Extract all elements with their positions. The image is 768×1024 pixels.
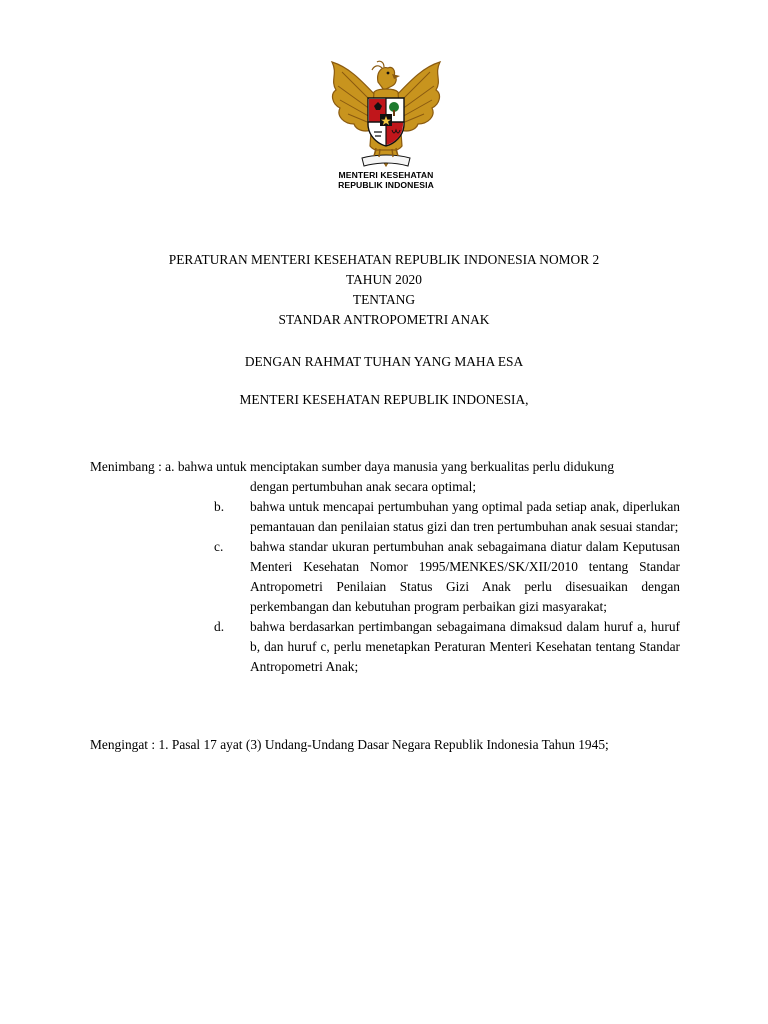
title-block xyxy=(90,250,678,410)
mengingat-section xyxy=(90,735,690,755)
menimbang-separator: : xyxy=(158,459,162,474)
emblem-caption-line2: REPUBLIK INDONESIA xyxy=(338,180,434,190)
document-subject: STANDAR ANTROPOMETRI ANAK xyxy=(278,312,490,327)
item-marker: d. xyxy=(214,619,225,634)
item-text-first: bahwa untuk menciptakan sumber daya manusia yang berkualitas perlu didukung xyxy=(177,459,615,474)
list-item xyxy=(90,537,680,617)
emblem-caption xyxy=(322,170,450,190)
item-text: bahwa standar ukuran pertumbuhan anak sebagaimana diatur dalam Keputusan Menteri Kesehatan Nomor 1995/MENKES/SK/XII/2010 tentang Standar Antropometri Penilaian Status Gizi Anak perlu disesuaikan dengan perkembangan dan kebutuhan program perbaikan gizi masyarakat; xyxy=(250,539,680,614)
emblem-caption-line1: MENTERI KESEHATAN xyxy=(338,170,434,180)
item-text-rest: dengan pertumbuhan anak secara optimal; xyxy=(250,479,477,494)
list-item xyxy=(90,497,680,537)
item-marker: c. xyxy=(214,539,224,554)
item-marker: 1. xyxy=(158,737,169,752)
item-text: Pasal 17 ayat (3) Undang-Undang Dasar Negara Republik Indonesia Tahun 1945; xyxy=(171,737,609,752)
mengingat-label: Mengingat xyxy=(90,737,149,752)
garuda-emblem-icon xyxy=(322,58,450,172)
menimbang-label: Menimbang xyxy=(90,459,155,474)
item-marker: b. xyxy=(214,499,225,514)
authority-line: MENTERI KESEHATAN REPUBLIK INDONESIA, xyxy=(239,392,529,407)
document-title-line1: PERATURAN MENTERI KESEHATAN REPUBLIK INDONESIA NOMOR 2 xyxy=(168,252,600,267)
menimbang-section xyxy=(90,457,680,677)
list-item xyxy=(90,457,680,497)
mengingat-separator: : xyxy=(151,737,156,752)
blessing-line: DENGAN RAHMAT TUHAN YANG MAHA ESA xyxy=(244,354,524,369)
document-about: TENTANG xyxy=(352,292,416,307)
item-marker: a. xyxy=(165,459,175,474)
item-text: bahwa berdasarkan pertimbangan sebagaimana dimaksud dalam huruf a, huruf b, dan huruf c, perlu menetapkan Peraturan Menteri Kesehatan tentang Standar Antropometri Anak; xyxy=(250,619,680,674)
item-text: bahwa untuk mencapai pertumbuhan yang optimal pada setiap anak, diperlukan pemantauan dan penilaian status gizi dan tren pertumbuhan anak sesuai standar; xyxy=(250,499,680,534)
document-title-line2: TAHUN 2020 xyxy=(346,272,422,287)
list-item xyxy=(90,617,680,677)
